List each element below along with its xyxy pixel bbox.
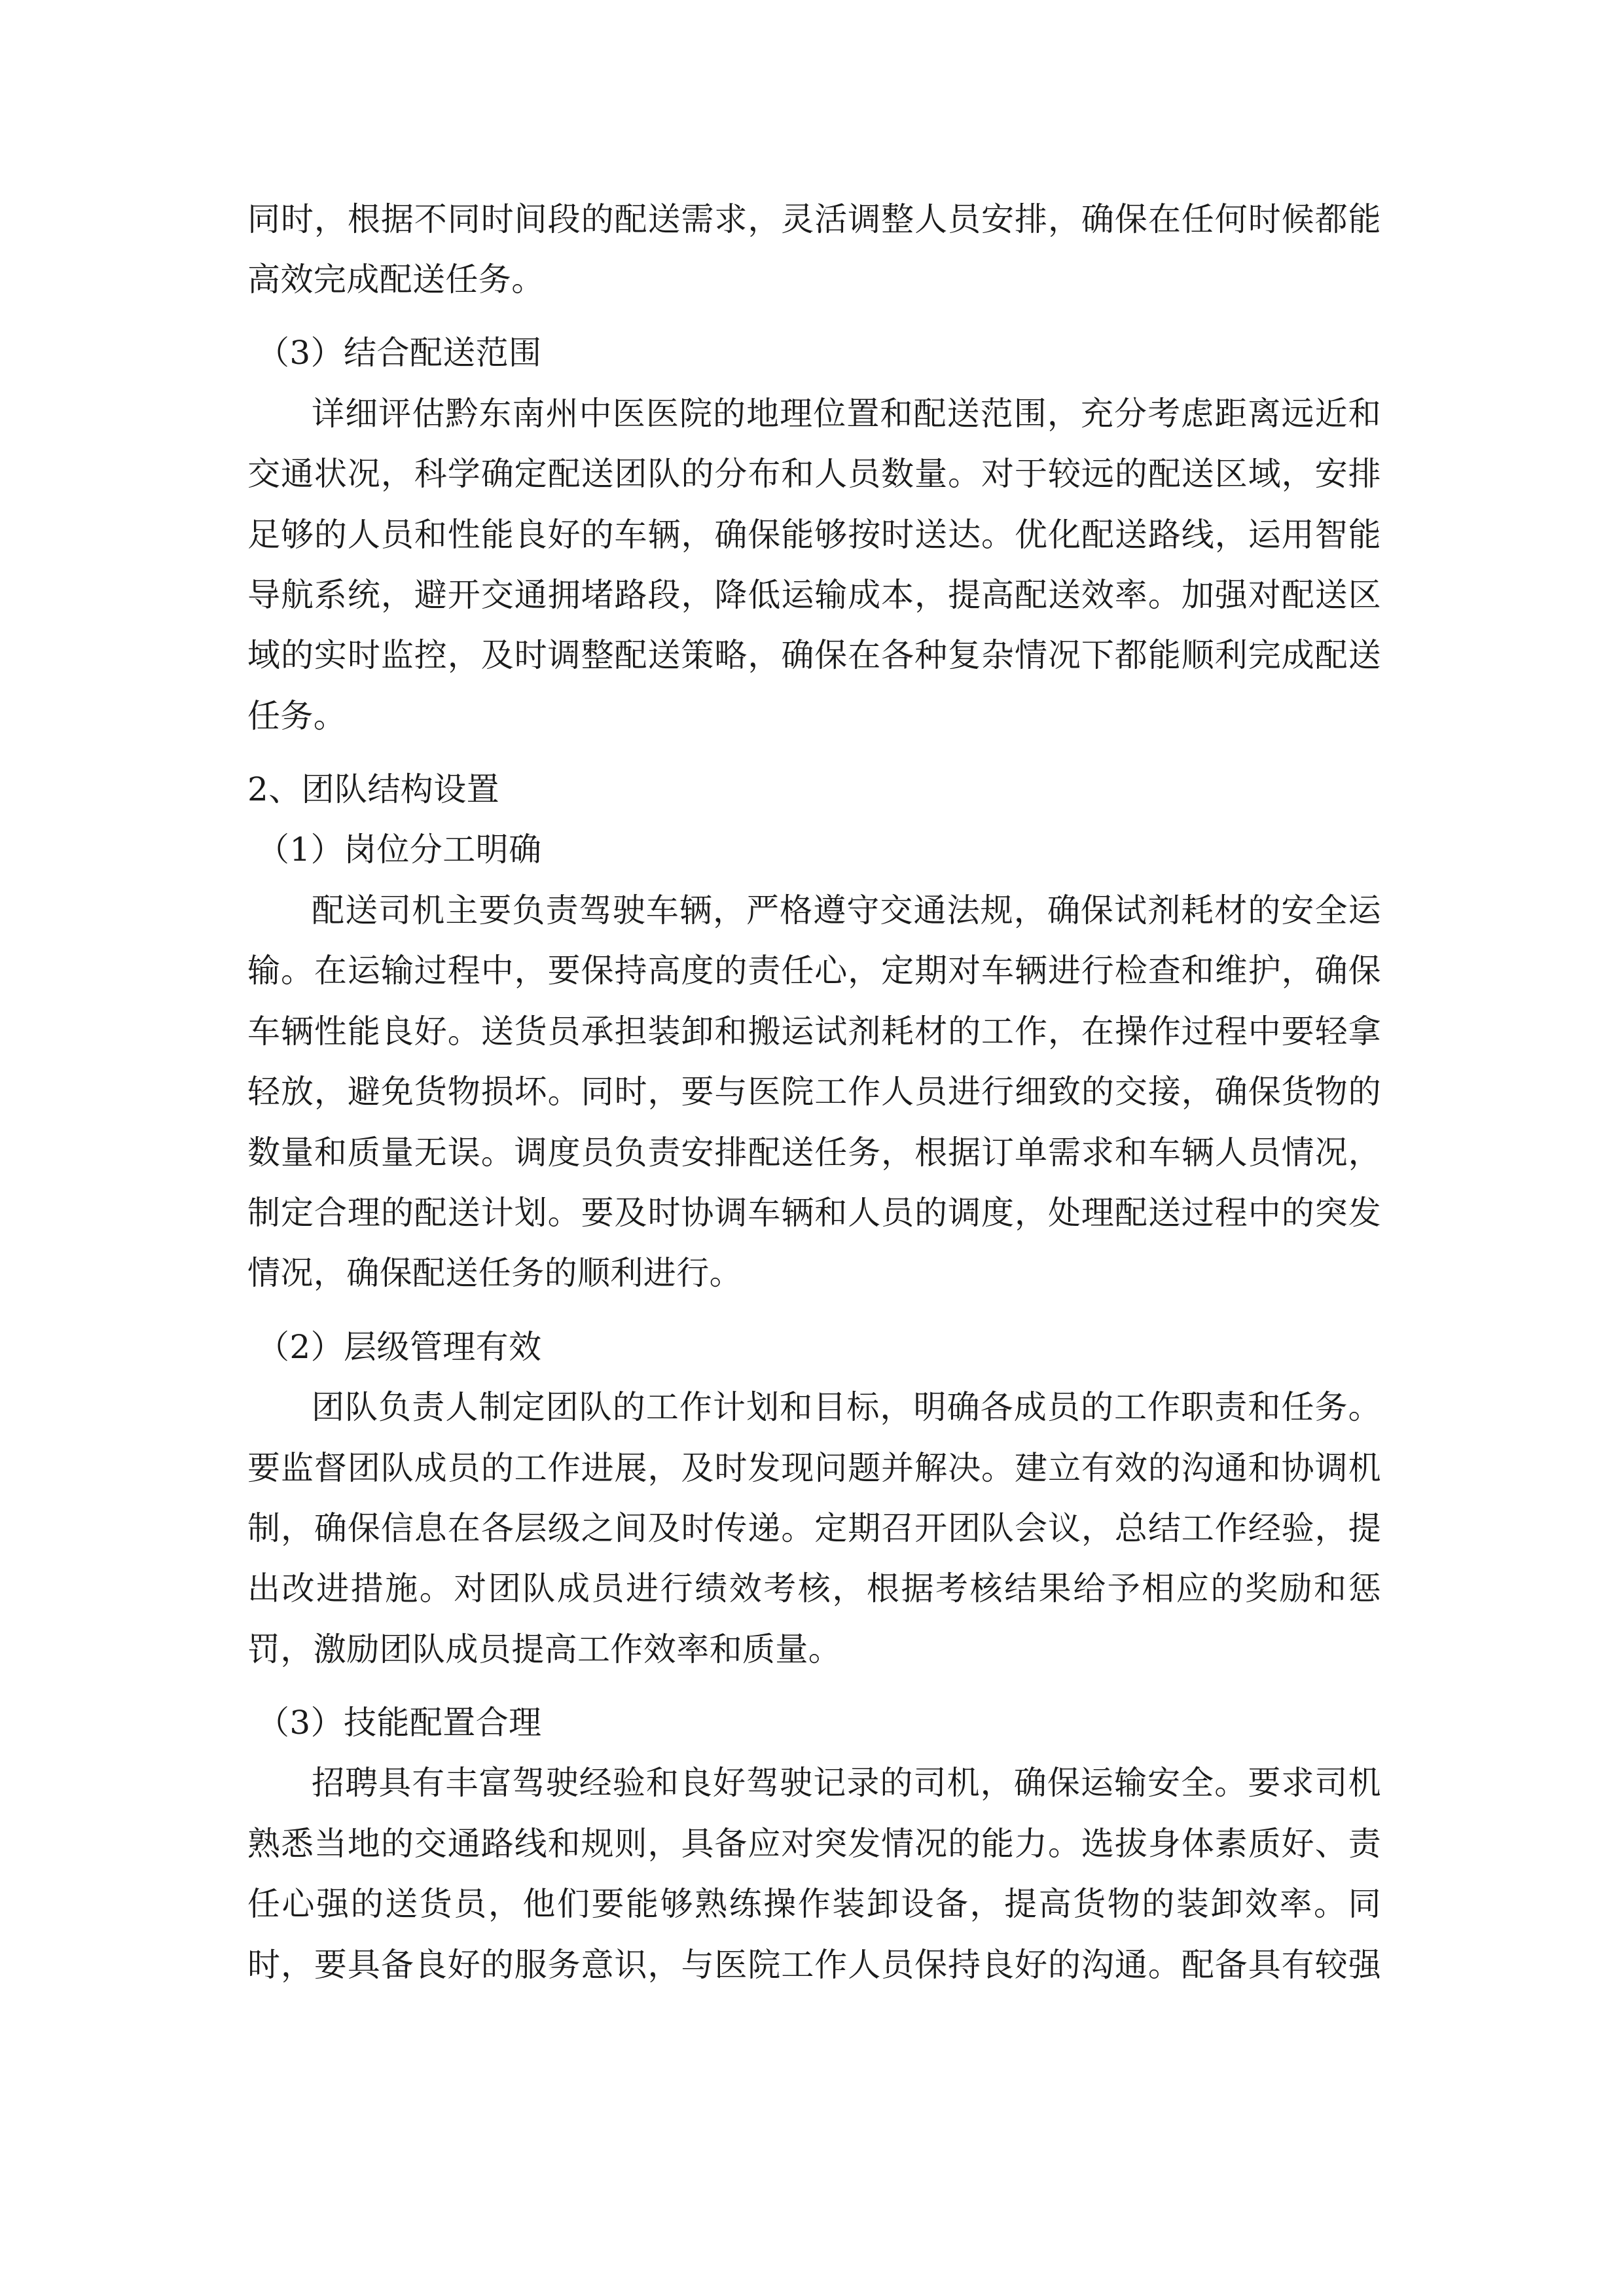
subsection-heading: （2）层级管理有效 xyxy=(257,1328,542,1366)
subsection-heading: （3）技能配置合理 xyxy=(257,1704,542,1742)
paragraph-line: 团队负责人制定团队的工作计划和目标，明确各成员的工作职责和任务。 xyxy=(312,1388,1381,1426)
paragraph-line: 数量和质量无误。调度员负责安排配送任务，根据订单需求和车辆人员情况， xyxy=(247,1134,1381,1172)
paragraph-line: 制定合理的配送计划。要及时协调车辆和人员的调度，处理配送过程中的突发 xyxy=(247,1194,1381,1232)
paragraph-line: 导航系统，避开交通拥堵路段，降低运输成本，提高配送效率。加强对配送区 xyxy=(247,576,1381,614)
paragraph-line: 同时，根据不同时间段的配送需求，灵活调整人员安排，确保在任何时候都能 xyxy=(247,200,1381,238)
paragraph-line: 交通状况，科学确定配送团队的分布和人员数量。对于较远的配送区域，安排 xyxy=(247,455,1381,493)
paragraph-line: 配送司机主要负责驾驶车辆，严格遵守交通法规，确保试剂耗材的安全运 xyxy=(312,891,1381,929)
paragraph-line: 任务。 xyxy=(247,697,347,735)
paragraph-line: 轻放，避免货物损坏。同时，要与医院工作人员进行细致的交接，确保货物的 xyxy=(247,1073,1381,1111)
paragraph-line: 时，要具备良好的服务意识，与医院工作人员保持良好的沟通。配备具有较强 xyxy=(247,1946,1381,1984)
paragraph-line: 罚，激励团队成员提高工作效率和质量。 xyxy=(247,1630,842,1668)
subsection-heading: （3）结合配送范围 xyxy=(257,334,542,372)
paragraph-line: 车辆性能良好。送货员承担装卸和搬运试剂耗材的工作，在操作过程中要轻拿 xyxy=(247,1013,1381,1050)
paragraph-line: 熟悉当地的交通路线和规则，具备应对突发情况的能力。选拔身体素质好、责 xyxy=(247,1825,1381,1863)
subsection-heading: （1）岗位分工明确 xyxy=(257,831,542,869)
paragraph-line: 足够的人员和性能良好的车辆，确保能够按时送达。优化配送路线，运用智能 xyxy=(247,516,1381,554)
paragraph-line: 出改进措施。对团队成员进行绩效考核，根据考核结果给予相应的奖励和惩 xyxy=(247,1570,1381,1607)
paragraph-line: 任心强的送货员，他们要能够熟练操作装卸设备，提高货物的装卸效率。同 xyxy=(247,1885,1381,1923)
paragraph-line: 输。在运输过程中，要保持高度的责任心，定期对车辆进行检查和维护，确保 xyxy=(247,952,1381,990)
paragraph-line: 详细评估黔东南州中医医院的地理位置和配送范围，充分考虑距离远近和 xyxy=(312,395,1381,433)
paragraph-line: 高效完成配送任务。 xyxy=(247,260,545,298)
paragraph-line: 要监督团队成员的工作进展，及时发现问题并解决。建立有效的沟通和协调机 xyxy=(247,1449,1381,1487)
paragraph-line: 情况，确保配送任务的顺利进行。 xyxy=(247,1254,742,1292)
paragraph-line: 制，确保信息在各层级之间及时传递。定期召开团队会议，总结工作经验，提 xyxy=(247,1509,1381,1547)
paragraph-line: 招聘具有丰富驾驶经验和良好驾驶记录的司机，确保运输安全。要求司机 xyxy=(312,1764,1381,1802)
paragraph-line: 域的实时监控，及时调整配送策略，确保在各种复杂情况下都能顺利完成配送 xyxy=(247,636,1381,674)
section-heading: 2、团队结构设置 xyxy=(247,770,500,808)
